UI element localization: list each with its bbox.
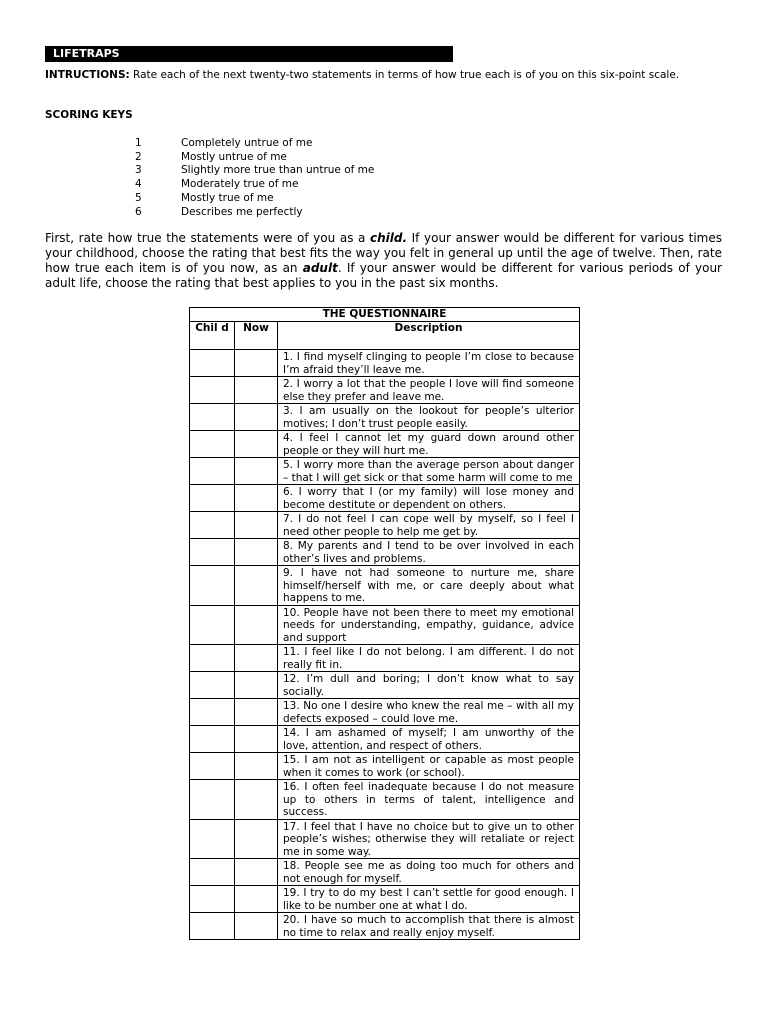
- scoring-key-row: [135, 164, 374, 178]
- statement-description: 2. I worry a lot that the people I love will find someone else they prefer and leave me.: [278, 377, 580, 404]
- now-rating-cell[interactable]: [235, 859, 278, 886]
- questionnaire-table: [189, 307, 580, 940]
- statement-description: 12. I’m dull and boring; I don’t know what to say socially.: [278, 672, 580, 699]
- statement-description: 17. I feel that I have no choice but to give un to other people’s wishes; otherwise they will retaliate or reject me in some way.: [278, 819, 580, 859]
- col-now: Now: [235, 322, 278, 350]
- scoring-key-text: Mostly untrue of me: [181, 150, 287, 163]
- now-rating-cell[interactable]: [235, 913, 278, 940]
- statement-description: 8. My parents and I tend to be over involved in each other’s lives and problems.: [278, 539, 580, 566]
- now-rating-cell[interactable]: [235, 699, 278, 726]
- questionnaire-row: [190, 780, 580, 820]
- scoring-key-row: [135, 192, 374, 206]
- now-rating-cell[interactable]: [235, 672, 278, 699]
- scoring-key-text: Slightly more true than untrue of me: [181, 164, 375, 177]
- questionnaire-row: [190, 645, 580, 672]
- now-rating-cell[interactable]: [235, 753, 278, 780]
- scoring-key-text: Completely untrue of me: [181, 137, 313, 149]
- questionnaire-row: [190, 913, 580, 940]
- child-rating-cell[interactable]: [190, 699, 235, 726]
- child-rating-cell[interactable]: [190, 859, 235, 886]
- now-rating-cell[interactable]: [235, 605, 278, 645]
- questionnaire-row: [190, 726, 580, 753]
- instructions: [45, 69, 722, 82]
- now-rating-cell[interactable]: [235, 886, 278, 913]
- questionnaire-row: [190, 539, 580, 566]
- child-rating-cell[interactable]: [190, 539, 235, 566]
- questionnaire-row: [190, 605, 580, 645]
- scoring-key-number: 4: [135, 178, 142, 191]
- child-rating-cell[interactable]: [190, 645, 235, 672]
- child-rating-cell[interactable]: [190, 726, 235, 753]
- scoring-key-number: 6: [135, 205, 142, 218]
- paragraph-text: First, rate how true the statements were of you as a: [45, 231, 370, 245]
- child-rating-cell[interactable]: [190, 605, 235, 645]
- questionnaire-row: [190, 404, 580, 431]
- now-rating-cell[interactable]: [235, 350, 278, 377]
- questionnaire-row: [190, 512, 580, 539]
- questionnaire-row: [190, 753, 580, 780]
- child-rating-cell[interactable]: [190, 566, 235, 606]
- statement-description: 5. I worry more than the average person about danger – that I will get sick or that some harm will come to me: [278, 458, 580, 485]
- now-rating-cell[interactable]: [235, 431, 278, 458]
- col-description: Description: [278, 322, 580, 350]
- child-rating-cell[interactable]: [190, 672, 235, 699]
- scoring-heading: SCORING KEYS: [45, 109, 133, 121]
- instructions-label: INTRUCTIONS:: [45, 69, 130, 81]
- questionnaire-row: [190, 458, 580, 485]
- rating-paragraph: [45, 231, 722, 291]
- scoring-key-number: 1: [135, 137, 142, 149]
- statement-description: 19. I try to do my best I can’t settle for good enough. I like to be number one at what I do.: [278, 886, 580, 913]
- statement-description: 4. I feel I cannot let my guard down around other people or they will hurt me.: [278, 431, 580, 458]
- scoring-key-number: 3: [135, 164, 142, 177]
- statement-description: 16. I often feel inadequate because I do not measure up to others in terms of talent, intelligence and success.: [278, 780, 580, 820]
- now-rating-cell[interactable]: [235, 512, 278, 539]
- questionnaire-row: [190, 819, 580, 859]
- page-title: LIFETRAPS: [45, 46, 453, 62]
- scoring-key-row: [135, 137, 374, 151]
- child-rating-cell[interactable]: [190, 512, 235, 539]
- now-rating-cell[interactable]: [235, 404, 278, 431]
- questionnaire-row: [190, 377, 580, 404]
- paragraph-adult: adult: [302, 261, 338, 275]
- statement-description: 11. I feel like I do not belong. I am different. I do not really fit in.: [278, 645, 580, 672]
- scoring-key-text: Describes me perfectly: [181, 205, 303, 218]
- questionnaire-row: [190, 485, 580, 512]
- statement-description: 6. I worry that I (or my family) will lose money and become destitute or dependent on others.: [278, 485, 580, 512]
- questionnaire-row: [190, 859, 580, 886]
- child-rating-cell[interactable]: [190, 350, 235, 377]
- scoring-key-row: [135, 178, 374, 192]
- child-rating-cell[interactable]: [190, 753, 235, 780]
- child-rating-cell[interactable]: [190, 886, 235, 913]
- now-rating-cell[interactable]: [235, 485, 278, 512]
- scoring-key-text: Mostly true of me: [181, 191, 274, 204]
- scoring-keys: [135, 137, 374, 219]
- scoring-key-number: 5: [135, 191, 142, 204]
- statement-description: 20. I have so much to accomplish that there is almost no time to relax and really enjoy myself.: [278, 913, 580, 940]
- child-rating-cell[interactable]: [190, 485, 235, 512]
- statement-description: 9. I have not had someone to nurture me, share himself/herself with me, or care deeply about what happens to me.: [278, 566, 580, 606]
- now-rating-cell[interactable]: [235, 539, 278, 566]
- statement-description: 15. I am not as intelligent or capable as most people when it comes to work (or school).: [278, 753, 580, 780]
- now-rating-cell[interactable]: [235, 819, 278, 859]
- child-rating-cell[interactable]: [190, 431, 235, 458]
- scoring-key-row: [135, 151, 374, 165]
- now-rating-cell[interactable]: [235, 726, 278, 753]
- questionnaire-row: [190, 672, 580, 699]
- child-rating-cell[interactable]: [190, 819, 235, 859]
- paragraph-text: If your answer would be different for various times your childhood, choose the rating that best fits the way you felt in general up until the age of twelve. Then, rate how true each item is of you now, as an: [45, 231, 722, 275]
- child-rating-cell[interactable]: [190, 780, 235, 820]
- paragraph-child: child.: [370, 231, 408, 245]
- statement-description: 18. People see me as doing too much for others and not enough for myself.: [278, 859, 580, 886]
- questionnaire-row: [190, 431, 580, 458]
- statement-description: 1. I find myself clinging to people I’m close to because I’m afraid they’ll leave me.: [278, 350, 580, 377]
- col-child: Chil d: [190, 322, 235, 350]
- now-rating-cell[interactable]: [235, 377, 278, 404]
- scoring-key-row: [135, 206, 374, 220]
- child-rating-cell[interactable]: [190, 404, 235, 431]
- paragraph-text: . If your answer would be different for various periods of your adult life, choose the rating that best applies to you in the past six months.: [45, 261, 722, 290]
- statement-description: 7. I do not feel I can cope well by myself, so I feel I need other people to help me get by.: [278, 512, 580, 539]
- now-rating-cell[interactable]: [235, 566, 278, 606]
- statement-description: 3. I am usually on the lookout for people’s ulterior motives; I don’t trust people easily.: [278, 404, 580, 431]
- child-rating-cell[interactable]: [190, 458, 235, 485]
- questionnaire-row: [190, 566, 580, 606]
- now-rating-cell[interactable]: [235, 645, 278, 672]
- statement-description: 10. People have not been there to meet my emotional needs for understanding, empathy, guidance, advice and support: [278, 605, 580, 645]
- child-rating-cell[interactable]: [190, 913, 235, 940]
- questionnaire-row: [190, 699, 580, 726]
- now-rating-cell[interactable]: [235, 780, 278, 820]
- questionnaire-row: [190, 886, 580, 913]
- instructions-text: Rate each of the next twenty-two statements in terms of how true each is of you on this six-point scale.: [129, 69, 680, 81]
- scoring-key-number: 2: [135, 150, 142, 163]
- now-rating-cell[interactable]: [235, 458, 278, 485]
- questionnaire-title: THE QUESTIONNAIRE: [190, 308, 580, 322]
- scoring-key-text: Moderately true of me: [181, 178, 299, 191]
- statement-description: 13. No one I desire who knew the real me – with all my defects exposed – could love me.: [278, 699, 580, 726]
- questionnaire-row: [190, 350, 580, 377]
- statement-description: 14. I am ashamed of myself; I am unworthy of the love, attention, and respect of others.: [278, 726, 580, 753]
- child-rating-cell[interactable]: [190, 377, 235, 404]
